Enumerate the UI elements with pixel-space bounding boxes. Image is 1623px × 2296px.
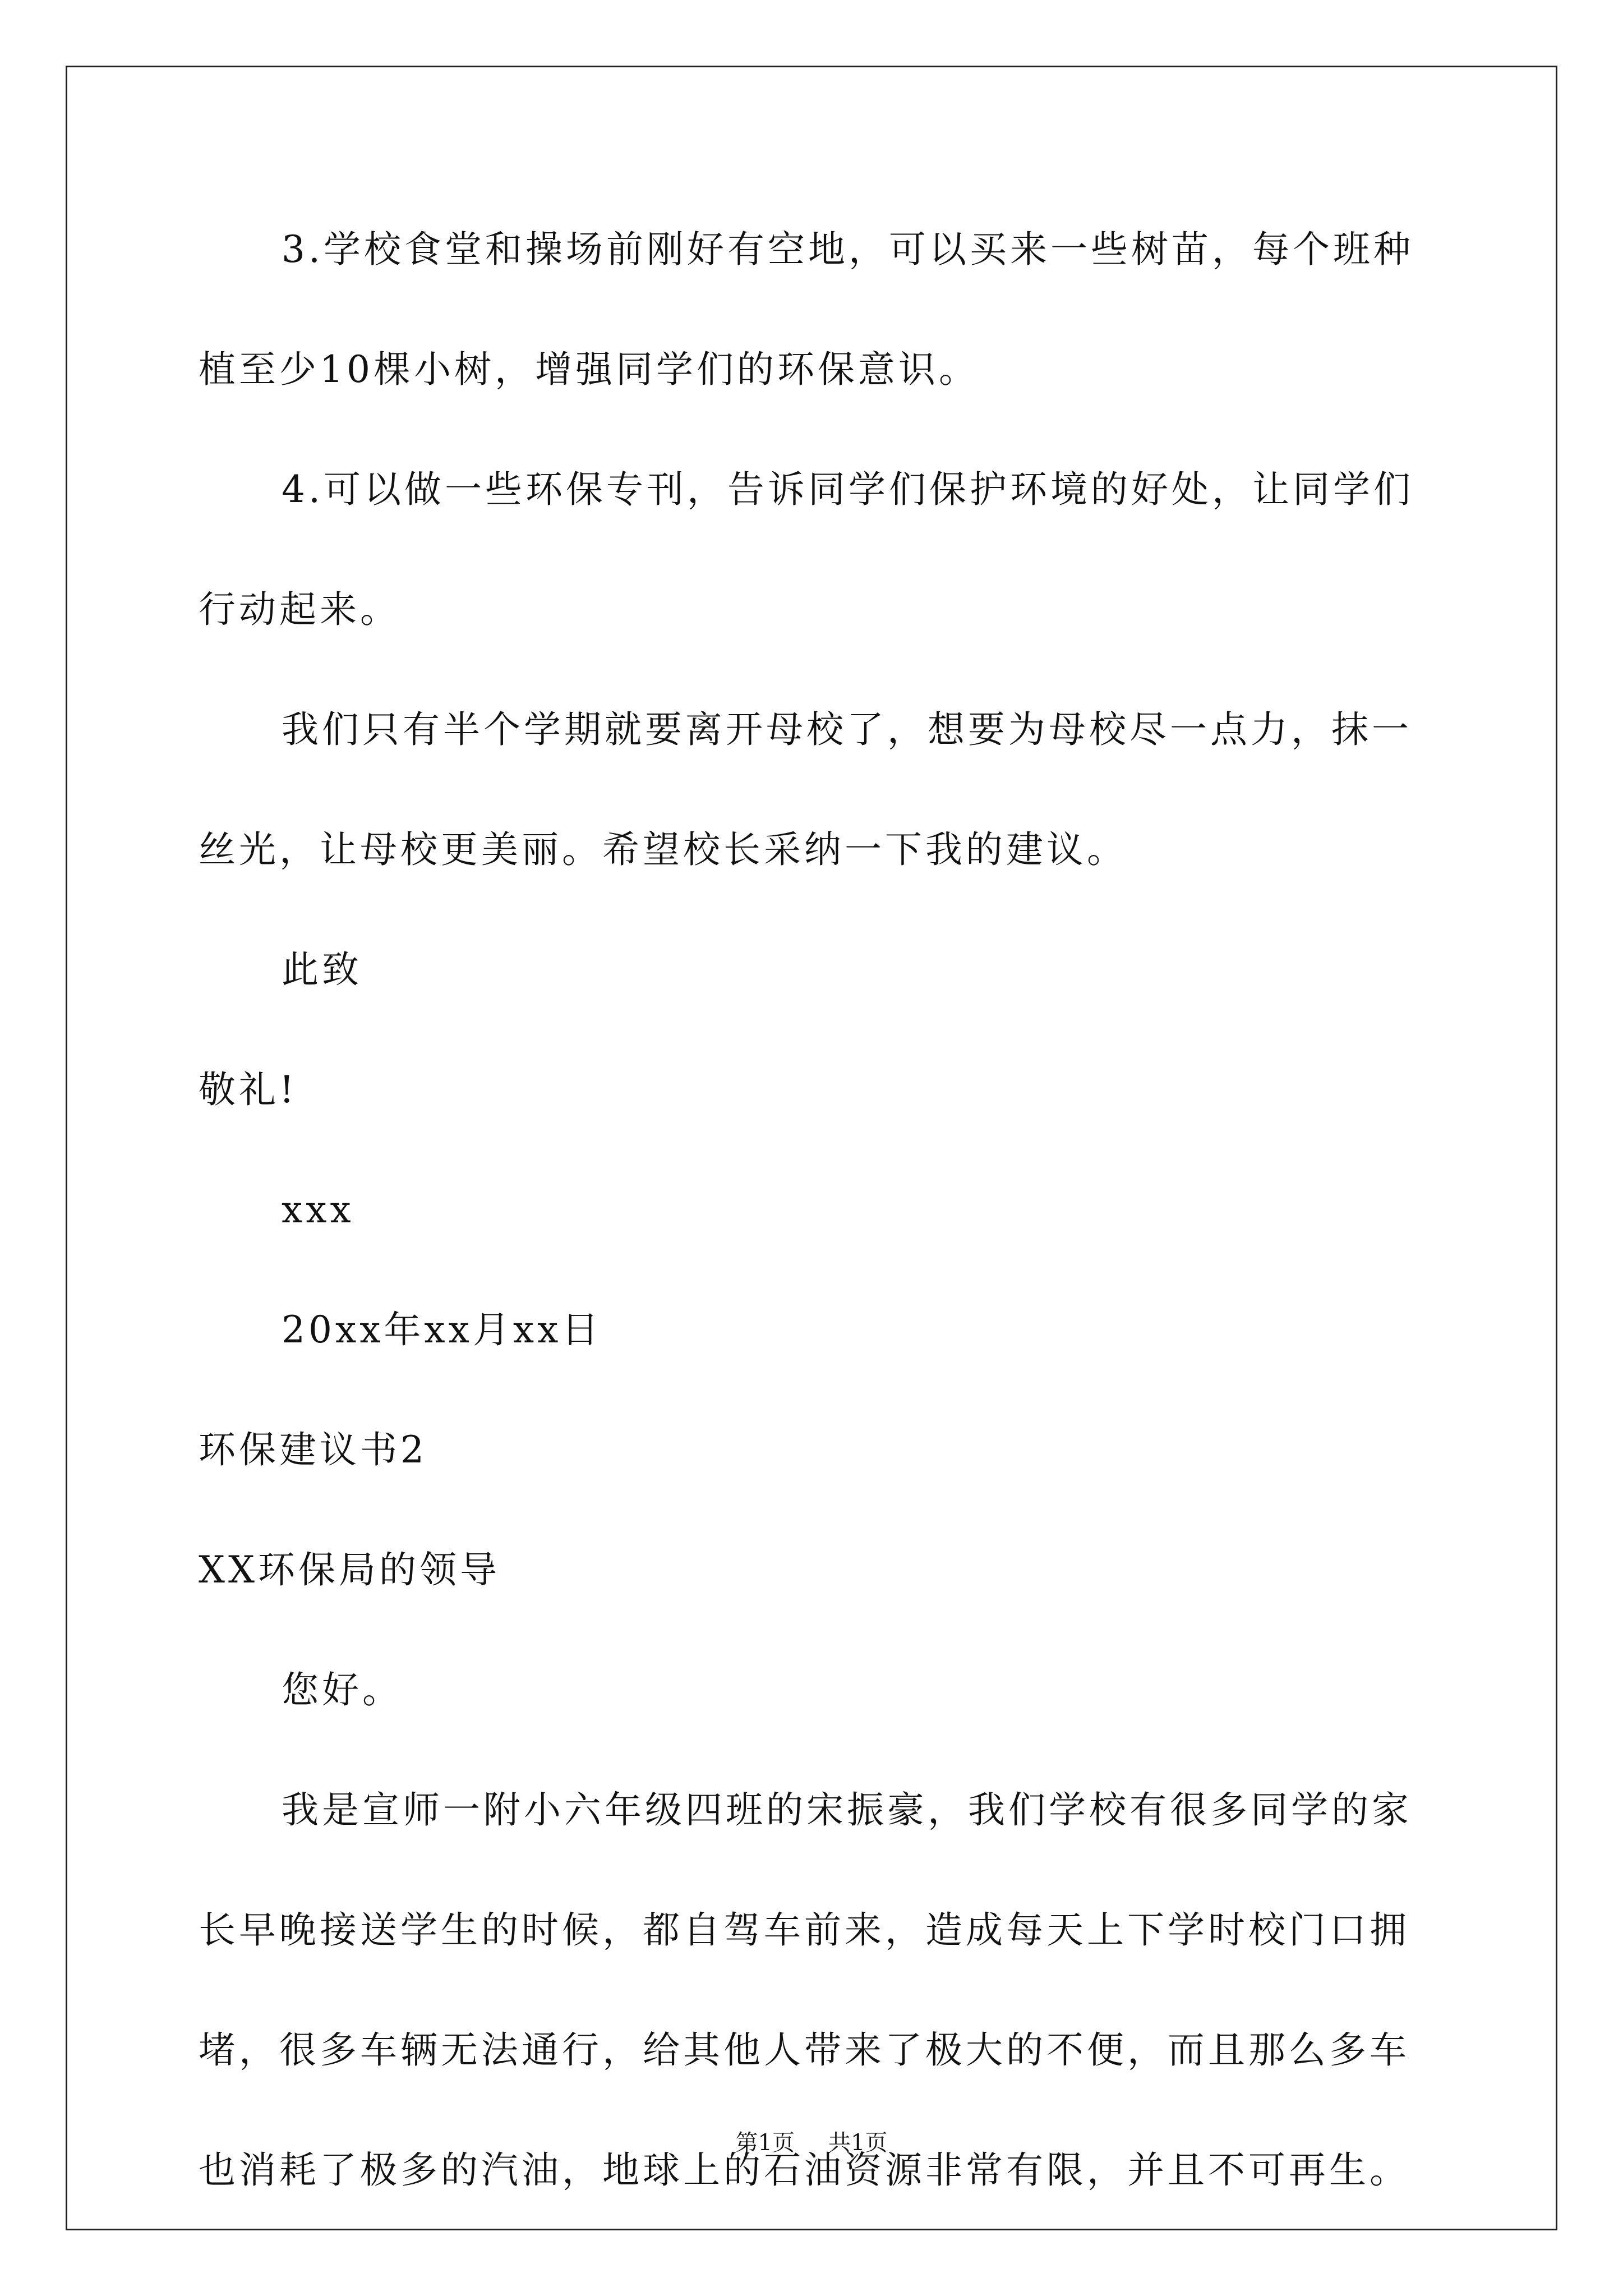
paragraph-line: 4.可以做一些环保专刊，告诉同学们保护环境的好处，让同学们: [282, 468, 1414, 511]
paragraph-line: 丝光，让母校更美丽。希望校长采纳一下我的建议。: [199, 828, 1127, 871]
page-footer: [0, 2126, 1623, 2160]
paragraph-line: 堵，很多车辆无法通行，给其他人带来了极大的不便，而且那么多车: [199, 2028, 1410, 2072]
paragraph-line: 行动起来。: [199, 588, 400, 631]
greeting-line: 您好。: [282, 1668, 403, 1711]
page-total: 共1页: [828, 2130, 888, 2156]
paragraph-line: 3.学校食堂和操场前刚好有空地，可以买来一些树苗，每个班种: [282, 228, 1414, 271]
paragraph-line: 我们只有半个学期就要离开母校了，想要为母校尽一点力，抹一: [282, 708, 1412, 751]
date-line: 20xx年xx月xx日: [282, 1308, 602, 1351]
paragraph-line: 植至少10棵小树，增强同学们的环保意识。: [199, 348, 979, 391]
closing-salutation: 此致: [282, 948, 362, 991]
paragraph-line: 我是宣师一附小六年级四班的宋振豪，我们学校有很多同学的家: [282, 1788, 1412, 1832]
recipient-line: XX环保局的领导: [199, 1548, 500, 1591]
section-title: 环保建议书2: [199, 1428, 427, 1471]
signature: xxx: [282, 1188, 354, 1231]
paragraph-line: 长早晚接送学生的时候，都自驾车前来，造成每天上下学时校门口拥: [199, 1908, 1410, 1952]
paragraph-line: 也消耗了极多的汽油，地球上的石油资源非常有限，并且不可再生。: [199, 2148, 1410, 2192]
closing-regards: 敬礼!: [199, 1068, 298, 1111]
page-number: 第1页: [735, 2130, 795, 2156]
